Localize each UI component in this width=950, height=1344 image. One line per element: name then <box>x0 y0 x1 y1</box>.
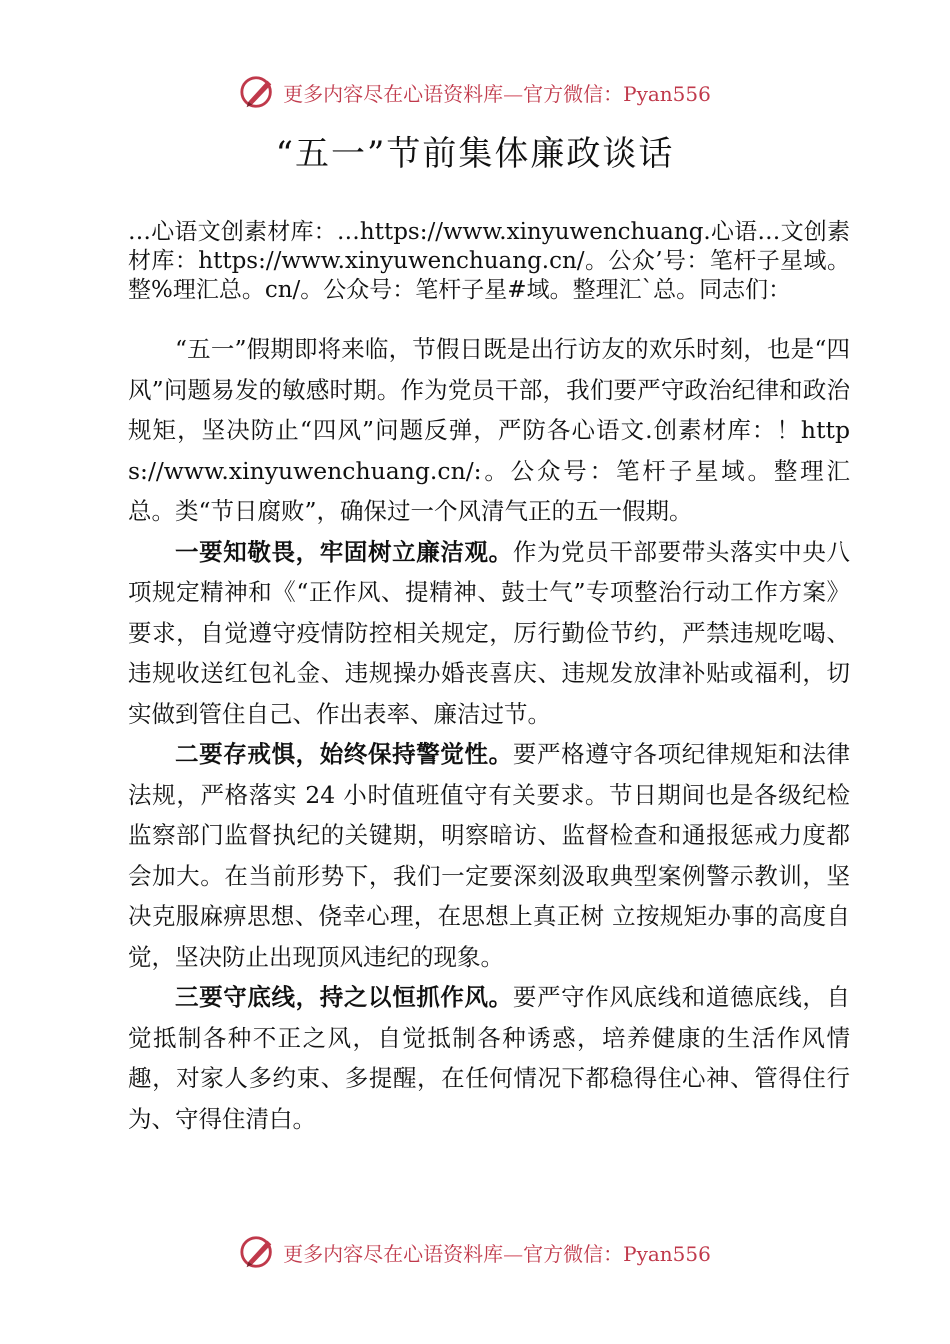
body-paragraph-3 <box>128 734 850 977</box>
paragraph-text: 要严守作风底线和道德底线，自觉抵制各种不正之风，自觉抵制各种诱惑，培养健康的生活作风情趣，对家人多约束、多提醒，在任何情况下都稳得住心神、管得住行为、守得住清白。 <box>128 983 851 1133</box>
body-paragraph-1 <box>128 329 850 532</box>
paragraph-lead: 二要存戒惧，始终保持警觉性。 <box>175 740 513 768</box>
body-paragraph-2 <box>128 532 850 735</box>
banner-text: 更多内容尽在心语资料库—官方微信：Pyan556 <box>283 81 711 106</box>
paragraph-text: 要严格遵守各项纪律规矩和法律法规，严格落实 24 小时值班值守有关要求。节日期间也是各级纪检监察部门监督执纪的关键期，明察暗访、监督检查和通报惩戒力度都会加大。在当前形势下，我们一定要深刻汲取典型案例警示教训，坚决克服麻痹思想、侥幸心理，在思想上真正树 立按规矩办事的高度自觉，坚决防止出现顶风违纪的现象。 <box>128 740 851 971</box>
pen-logo-icon <box>239 1233 277 1271</box>
paragraph-text: “五一”假期即将来临，节假日既是出行访友的欢乐时刻，也是“四风”问题易发的敏感时期。作为党员干部，我们要严守政治纪律和政治规矩，坚决防止“四风”问题反弹，严防各心语文.创素材库：！https://www.xinyuwenchuang.cn/:。公众号：笔杆子星域。整理汇总。类“节日腐败”，确保过一个风清气正的五一假期。 <box>128 335 850 525</box>
intro-paragraph: …心语文创素材库：…https://www.xinyuwenchuang.心语…文创素材库：https://www.xinyuwenchuang.cn/。公众’号：笔杆子星域。整%理汇总。cn/。公众号：笔杆子星#域。整理汇`总。同志们： <box>128 219 850 303</box>
document-body <box>128 218 850 1139</box>
document-title: “五一”节前集体廉政谈话 <box>275 134 675 174</box>
body-paragraph-4 <box>128 977 850 1139</box>
paragraph-lead: 三要守底线，持之以恒抓作风。 <box>175 983 513 1011</box>
footer-watermark-banner <box>0 1230 950 1274</box>
banner-text: 更多内容尽在心语资料库—官方微信：Pyan556 <box>283 1241 711 1266</box>
header-watermark-banner <box>0 70 950 114</box>
paragraph-lead: 一要知敬畏，牢固树立廉洁观。 <box>175 537 513 566</box>
pen-logo-icon <box>239 73 277 111</box>
paragraph-text: 作为党员干部要带头落实中央八项规定精神和《“正作风、提精神、鼓士气”专项整治行动工作方案》要求，自觉遵守疫情防控相关规定，厉行勤俭节约，严禁违规吃喝、违规收送红包礼金、违规操办婚丧喜庆、违规发放津补贴或福利，切实做到管住自己、作出表率、廉洁过节。 <box>128 537 851 728</box>
